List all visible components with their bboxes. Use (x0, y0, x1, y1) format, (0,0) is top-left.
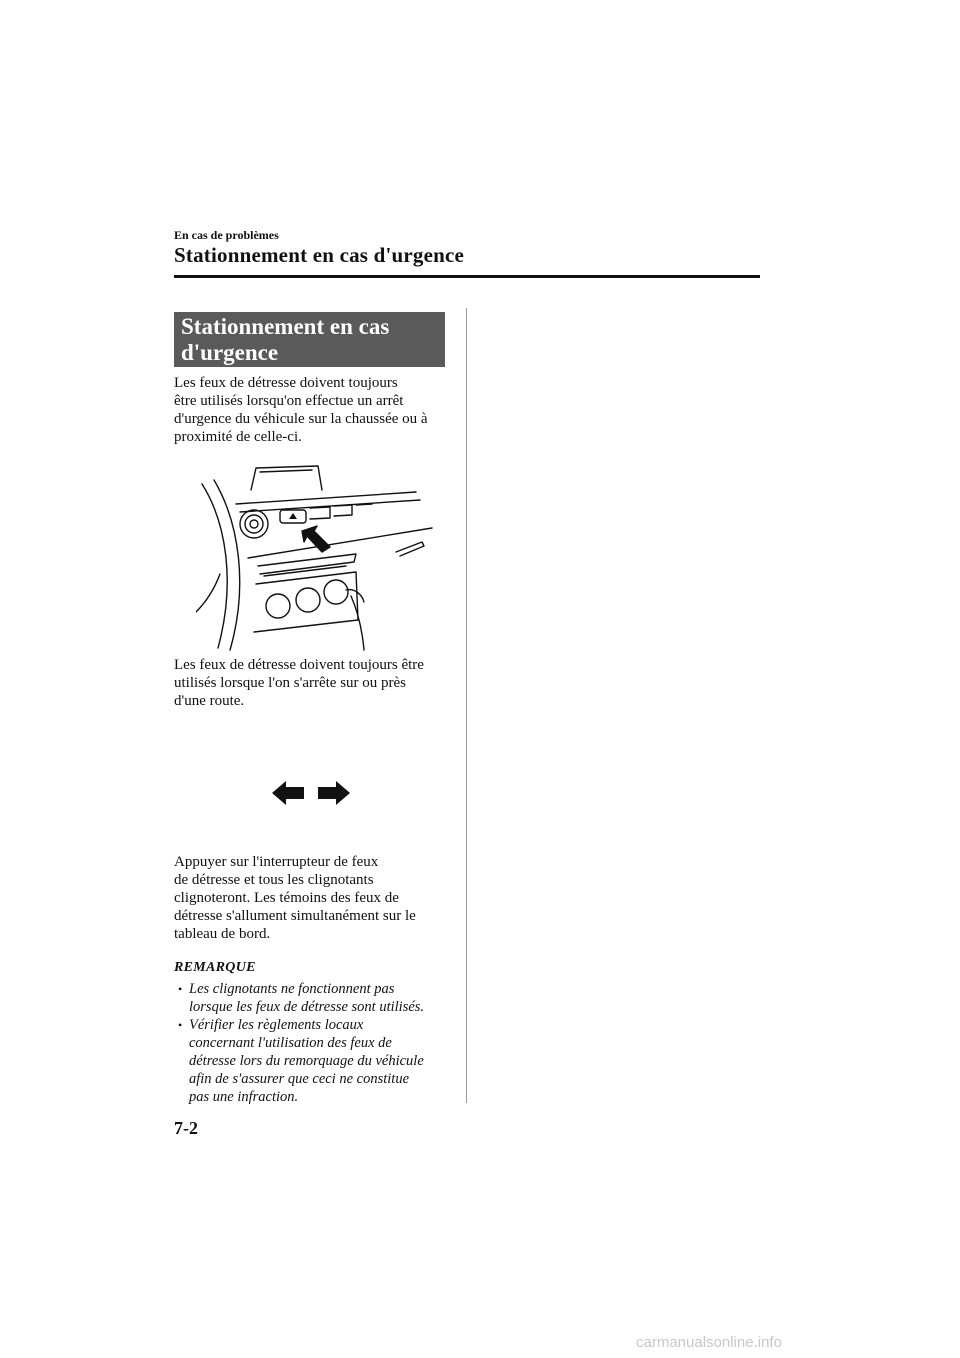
note-line: concernant l'utilisation des feux de (189, 1035, 392, 1051)
note-line: Vérifier les règlements locaux (189, 1017, 364, 1033)
intro-paragraph (174, 374, 474, 446)
paragraph-line: de détresse et tous les clignotants (174, 872, 374, 888)
page-title: Stationnement en cas d'urgence (174, 243, 465, 267)
paragraph-line: proximité de celle-ci. (174, 429, 302, 445)
note-line: pas une infraction. (189, 1089, 299, 1105)
section-banner-line-2: d'urgence (181, 340, 279, 365)
section-banner (174, 312, 445, 367)
header-rule (174, 275, 760, 278)
paragraph-line: tableau de bord. (174, 926, 271, 942)
note-heading: REMARQUE (174, 960, 256, 975)
paragraph-line: détresse s'allument simultanément sur le (174, 908, 416, 924)
bullet-icon: • (178, 982, 183, 996)
page-number: 7-2 (174, 1118, 198, 1138)
section-banner-line-1: Stationnement en cas (181, 314, 390, 339)
instruction-paragraph (174, 853, 474, 943)
bullet-icon: • (178, 1018, 183, 1032)
paragraph-line: utilisés lorsque l'on s'arrête sur ou près (174, 675, 407, 691)
paragraph-line: clignoteront. Les témoins des feux de (174, 890, 399, 906)
paragraph-line: Appuyer sur l'interrupteur de feux (174, 854, 379, 870)
paragraph-line: d'urgence du véhicule sur la chaussée ou à (174, 411, 428, 427)
section-label: En cas de problèmes (174, 228, 279, 242)
note-line: Les clignotants ne fonctionnent pas (189, 981, 395, 997)
paragraph-line: d'une route. (174, 693, 245, 709)
paragraph-line: Les feux de détresse doivent toujours être (174, 657, 424, 673)
note-line: lorsque les feux de détresse sont utilisés. (189, 999, 425, 1015)
note-item (174, 980, 474, 1016)
body-paragraph (174, 656, 474, 710)
paragraph-line: Les feux de détresse doivent toujours (174, 375, 398, 391)
paragraph-line: être utilisés lorsqu'on effectue un arrêt (174, 393, 404, 409)
note-item (174, 1016, 474, 1106)
watermark: carmanualsonline.info (636, 1334, 782, 1351)
hazard-switch-dashboard-illustration (196, 462, 436, 652)
note-line: détresse lors du remorquage du véhicule (189, 1053, 424, 1069)
hazard-arrows-icon (270, 778, 352, 808)
note-line: afin de s'assurer que ceci ne constitue (189, 1071, 410, 1087)
